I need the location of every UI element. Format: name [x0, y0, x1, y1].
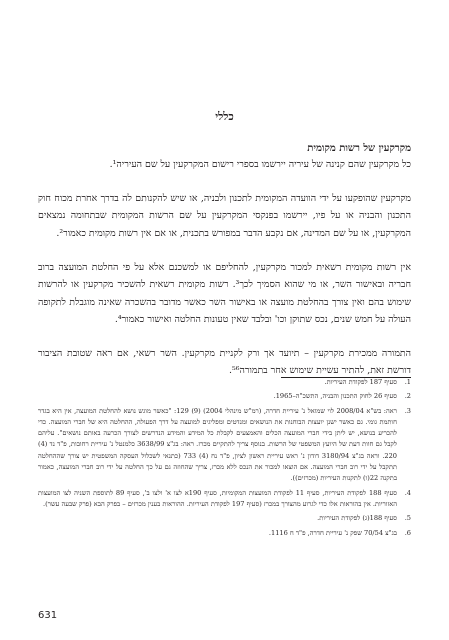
footnote	[38, 406, 411, 485]
footnote	[38, 391, 411, 402]
paragraph-2: מקרקעין שהופקעו על ידי הוועדה המקומית לתכנון ולבניה, או שיש להקנותם לה בדרך אחרת מכוח חוק התכנון והבניה או על פיו, יירשמו בפנקסי המקרקעין על שם הרשות המקומית שבתחומה נמצאים המקרקעין, או על שם המדינה, אם נקבע הדבר במפורש בתכנית, או אם אין רשות מקומית כאמור².	[38, 193, 411, 239]
footnote-number: 6.	[404, 528, 411, 537]
footnote	[38, 377, 411, 388]
footnote-text: סעיף 187 לפקודת העיריות.	[324, 378, 397, 386]
section-heading: מקרקעין של רשות מקומית	[307, 143, 411, 154]
paragraph-3: אין רשות מקומית רשאית למכור מקרקעין, להחליפם או למשכנם אלא על פי החלטת המועצה ברוב חבריה ובאישור השר, או מי שהוא הסמיך לכך³. רשות מקומית רשאית להשכיר מקרקעין או להרשות שימוש בהם ואין צורך בהחלטת מועצה או באישור השר כאשר מדובר בהשכרה שאינה מוגבלת לתקופה העולה על חמש שנים, נכס שתוקן וכו' ובלבד שאין טעונות החלטה ואישור כאמור⁴.	[38, 262, 411, 325]
footnote	[38, 488, 411, 511]
paragraph-4: התמורה ממכירת מקרקעין – תיועד אך ורק לקניית מקרקעין. השר רשאי, אם ראה שטובת הציבור דורשת זאת, להתיר עשיית שימוש אחר בתמורה⁵⁶.	[38, 348, 411, 377]
footnote-text: ראה: בש"א 2008/04 לוי שמואל נ' עיריית חדרה, (רמ"ש מינהלי 2004) (9) 129: "כאשר מוגש נושא להחלטת המועצה, אין היא בגדר חותמת גומי. גם כאשר ישנן יועצות הבוחנות את הנושאים ומנדטים ומפליגים למועצה על דרך הפעולה, ההחלטה היא של חברי המועצה. כדי להכריע בנושא, יש ליתן בידי חברי המועצה הכלים והאמצעים לקבלת כל המידע והמידע הנדרשים לצורך הכרעה באותם נושאים". עליהם לקבל גם חוות דעת של היועץ המשפטי של הרשות. בנוסף צריך להתקיים מכרז. ראה: בג"צ 3638/99 כלמנטל נ' עיריית רחובות, פ"ד נד (4) 220. וראה בג"צ 3180/94 דודון נ' ראש עיריית ראשון לציון, פ"ד נח (4) 733 (כתנאי לשכלול העסקה המשפטית יש צורך שההחלטה תתקבל על ידי רוב חברי המועצה. אם הוצאו למכור את הנכס ללא מכרז, צריך שהחוזה גם על כך החלטה על ידי רוב חברי המועצה, כאמור בתקנה 22(ו) לתקנות העיריות (מכרזים)).	[38, 406, 398, 483]
footnote-number: 4.	[404, 488, 411, 497]
footnote	[38, 528, 411, 539]
footnote-number: 3.	[404, 406, 411, 415]
footnote-text: סעיף 188 לפקודת העיריות, סעיף 11 לפקודת המועצות המקומיות, סעיף 190א לצו א' ולצו ב', סעיף 89 לתוספת השניה לצו המועצות האזוריות. אין בהוראות אלו כדי לגרוע מהצורך במכרז (סעיף 197 לפקודת העיריות. ההוראות בענין מכרזים – בפרק הבא (פרק שבעה עשר).	[38, 488, 398, 508]
footnote-number: 1.	[404, 378, 411, 386]
paragraph-1: כל מקרקעין שהם קנינה של עיריה יירשמו בספרי רישום המקרקעין על שם העיריה¹.	[109, 159, 411, 170]
footnote-text: בג"צ 70/54 שפק נ' עיריית חדרה, פ"ד ח 1116.	[268, 528, 397, 537]
page-number: 631	[38, 610, 58, 621]
footnote-text: סעיף 26 לחוק התכנון והבניה, התשכ"ה–1965.	[273, 392, 397, 401]
footnotes	[38, 377, 411, 542]
footnote-number: 2.	[404, 392, 411, 401]
footnote	[38, 513, 411, 524]
chapter-title: כללי	[215, 110, 234, 123]
footnote-number: 5.	[404, 514, 411, 523]
footnote-text: סעיף 188(ג) לפקודת העיריות.	[317, 514, 397, 523]
